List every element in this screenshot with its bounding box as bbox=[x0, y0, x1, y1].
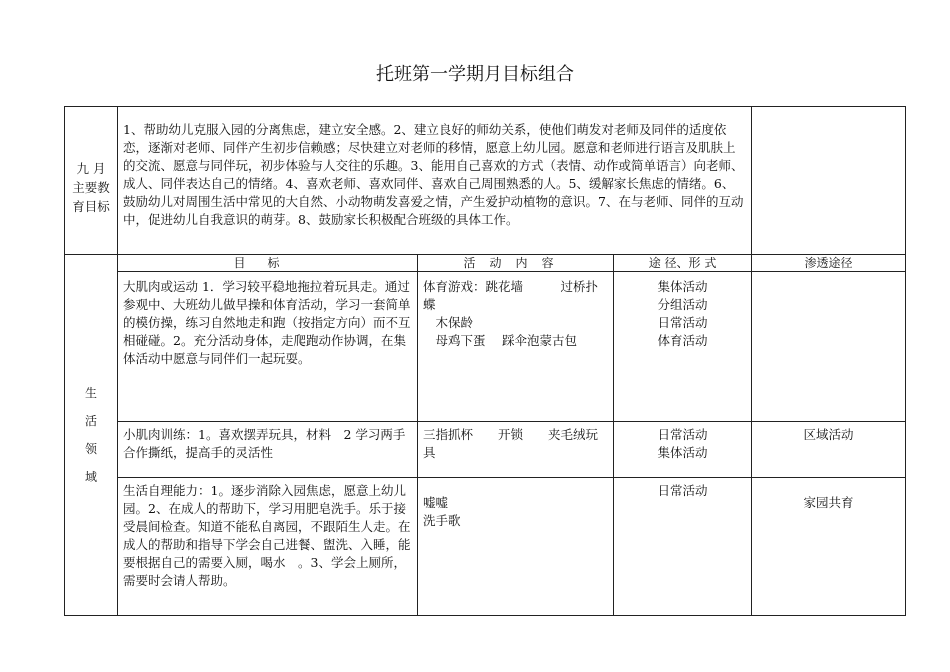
method-item: 分组活动 bbox=[657, 297, 708, 312]
method-item: 日常活动 bbox=[657, 427, 708, 442]
method-cell bbox=[614, 272, 752, 422]
activity-item: 嘘嘘 bbox=[423, 495, 449, 510]
domain-char: 活 bbox=[84, 414, 97, 428]
infiltrate-cell bbox=[752, 272, 906, 422]
activity-item: 母鸡下蛋 踩伞泡蒙古包 bbox=[423, 333, 577, 348]
domain-char: 领 bbox=[84, 442, 97, 456]
domain-char: 生 bbox=[84, 386, 97, 400]
method-cell bbox=[614, 478, 752, 616]
goal-cell: 大肌肉或运动 1．学习较平稳地拖拉着玩具走。通过参观中、大班幼儿做早操和体育活动，学习一套简单的模仿操，练习自然地走和跑（按指定方向）而不互相碰碰。2。充分活动身体，走爬跑动作协调，在集体活动中愿意与同伴们一起玩耍。 bbox=[118, 272, 418, 422]
september-label: 九 月 主要教 育目标 bbox=[65, 107, 118, 255]
activity-cell bbox=[418, 478, 614, 616]
september-goals: 1、帮助幼儿克服入园的分离焦虑，建立安全感。2、建立良好的师幼关系，使他们萌发对老师及同伴的适度依恋，逐渐对老师、同伴产生初步信赖感；尽快建立对老师的移情，愿意上幼儿园。愿意和老师进行语言及肌肤上的交流、愿意与同伴玩，初步体验与人交往的乐趣。3、能用自己喜欢的方式（表情、动作或简单语言）向老师、成人、同伴表达自己的情绪。4、喜欢老师、喜欢同伴、喜欢自己周围熟悉的人。5、缓解家长焦虑的情绪。6、鼓励幼儿对周围生活中常见的大自然、小动物萌发喜爱之情，产生爱护动植物的意识。7、在与老师、同伴的互动中，促进幼儿自我意识的萌芽。8、鼓励家长积极配合班级的具体工作。 bbox=[118, 107, 752, 255]
table-row bbox=[65, 422, 906, 478]
infiltrate-cell: 区域活动 bbox=[752, 422, 906, 478]
header-method: 途 径、形 式 bbox=[614, 255, 752, 272]
method-item: 日常活动 bbox=[657, 483, 708, 498]
september-blank-cell bbox=[752, 107, 906, 255]
method-item: 集体活动 bbox=[657, 279, 708, 294]
header-goal: 目标 bbox=[118, 255, 418, 272]
activity-item: 三指抓杯 开锁 夹毛绒玩具 bbox=[423, 427, 599, 460]
activity-item: 体育游戏：跳花墙 过桥扑蝶 bbox=[423, 279, 599, 312]
life-domain-label bbox=[65, 255, 118, 616]
header-infiltrate: 渗透途径 bbox=[752, 255, 906, 272]
activity-cell bbox=[418, 272, 614, 422]
header-row bbox=[65, 255, 906, 272]
activity-item: 木保龄 bbox=[423, 315, 474, 330]
table-row bbox=[65, 478, 906, 616]
method-item: 日常活动 bbox=[657, 315, 708, 330]
header-activity: 活动内容 bbox=[418, 255, 614, 272]
page-title: 托班第一学期月目标组合 bbox=[376, 64, 574, 85]
method-cell bbox=[614, 422, 752, 478]
goal-cell: 小肌肉训练：1。喜欢摆弄玩具，材料 2 学习两手合作撕纸，提高手的灵活性 bbox=[118, 422, 418, 478]
activity-cell bbox=[418, 422, 614, 478]
goal-cell: 生活自理能力：1。逐步消除入园焦虑，愿意上幼儿园。2、在成人的帮助下，学习用肥皂洗手。乐于接受晨间检查。知道不能私自离园，不跟陌生人走。在成人的帮助和指导下学会自己进餐、盥洗、入睡，能要根据自己的需要入厕，喝水 。3、学会上厕所，需要时会请人帮助。 bbox=[118, 478, 418, 616]
method-item: 体育活动 bbox=[657, 333, 708, 348]
infiltrate-cell: 家园共育 bbox=[752, 478, 906, 616]
table-row bbox=[65, 272, 906, 422]
method-item: 集体活动 bbox=[657, 445, 708, 460]
september-goal-row bbox=[65, 107, 906, 255]
activity-item: 洗手歌 bbox=[423, 513, 461, 528]
monthly-goal-table bbox=[64, 106, 906, 616]
domain-char: 域 bbox=[84, 470, 97, 484]
